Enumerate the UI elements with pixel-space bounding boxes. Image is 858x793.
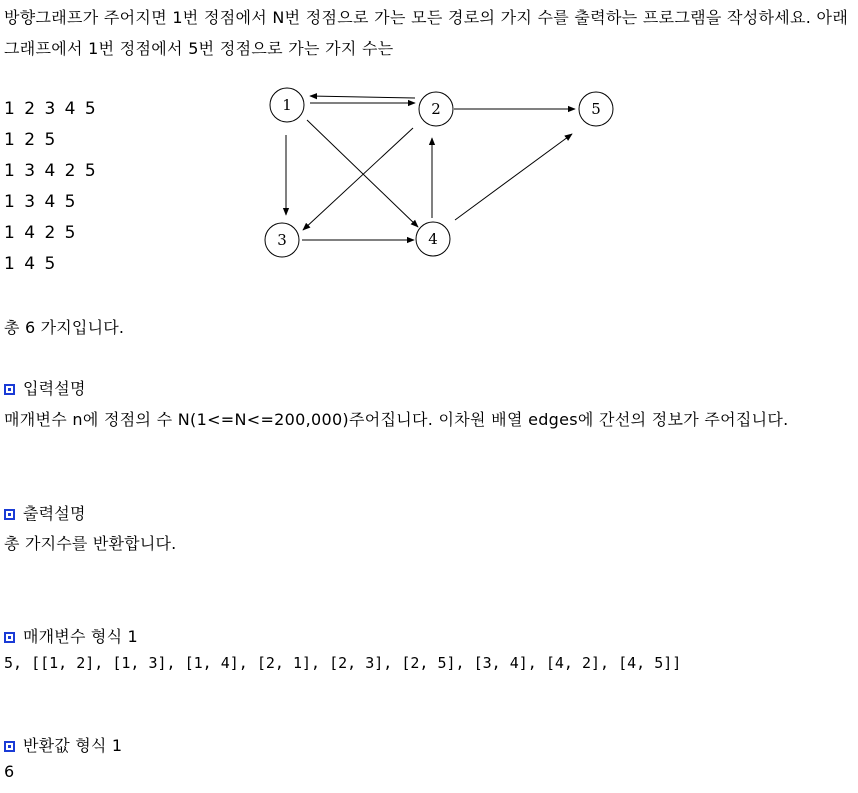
path-item: 1 4 2 5 [4,223,78,243]
node-4 [416,222,450,256]
problem-description: 방향그래프가 주어지면 1번 정점에서 N번 정점으로 가는 모든 경로의 가지 수를 출력하는 프로그램을 작성하세요. 아래 그래프에서 1번 정점에서 5번 정점으로 가는 가지 수는 [4,8,849,58]
section-marker-icon [4,632,15,643]
node-3 [265,223,299,257]
path-item: 1 4 5 [4,254,58,274]
input-description: 매개변수 n에 정점의 수 N(1<=N<=200,000)주어집니다. 이차원 배열 edges에 간선의 정보가 주어집니다. [4,410,789,429]
example-input-value: 5, [[1, 2], [1, 3], [1, 4], [2, 1], [2, 3], [2, 5], [3, 4], [4, 2], [4, 5]] [4,654,682,672]
output-heading-label: 출력설명 [23,504,86,523]
output-description: 총 가지수를 반환합니다. [4,534,177,553]
section-marker-icon [4,384,15,395]
path-item: 1 3 4 5 [4,192,78,212]
total-count-text: 총 6 가지입니다. [4,318,125,337]
edge-2-1 [310,96,415,98]
output-section-heading [4,501,86,524]
node-5-label: 5 [591,100,601,118]
example-input-heading [4,624,138,647]
node-5 [579,92,613,126]
node-1 [270,88,304,122]
section-marker-icon [4,509,15,520]
input-section-heading [4,376,86,399]
edge-4-5 [455,134,572,220]
node-2-label: 2 [431,100,441,118]
node-1-label: 1 [282,96,292,114]
example-output-heading-label: 반환값 형식 1 [23,736,123,755]
edge-2-3 [303,128,413,230]
example-output-heading [4,733,122,756]
example-input-heading-label: 매개변수 형식 1 [23,627,138,646]
node-4-label: 4 [428,230,438,248]
node-2 [419,92,453,126]
node-3-label: 3 [277,231,287,249]
input-heading-label: 입력설명 [23,379,86,398]
directed-graph-diagram [250,80,630,270]
section-marker-icon [4,741,15,752]
path-item: 1 2 5 [4,130,58,150]
example-output-value: 6 [4,762,15,781]
path-item: 1 2 3 4 5 [4,99,98,119]
path-item: 1 3 4 2 5 [4,161,98,181]
